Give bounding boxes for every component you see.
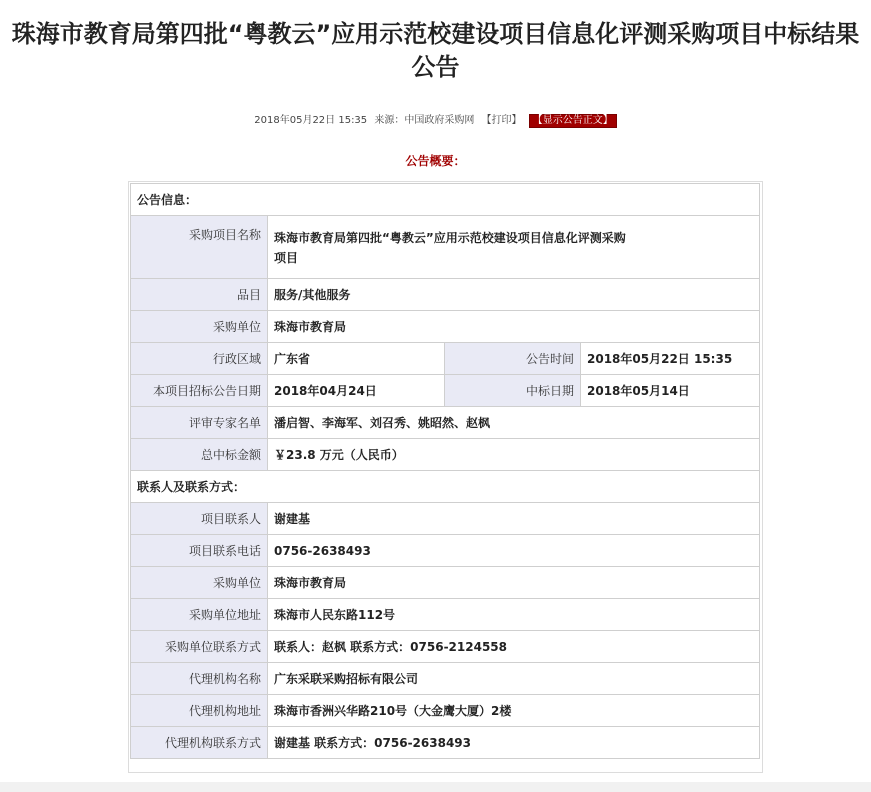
row-label: 评审专家名单 (131, 407, 268, 439)
row-label: 本项目招标公告日期 (131, 375, 268, 407)
buyer-value: 珠海市教育局 (268, 311, 760, 343)
row-label: 采购项目名称 (131, 216, 268, 279)
page-title-line-1: 珠海市教育局第四批“粤教云”应用示范校建设项目信息化评测采购项目中标结果 (11, 20, 860, 48)
experts-value: 潘启智、李海军、刘召秀、姚昭然、赵枫 (268, 407, 760, 439)
category-value: 服务/其他服务 (268, 279, 760, 311)
project-phone-value: 0756-2638493 (268, 535, 760, 567)
table-row (131, 375, 760, 407)
table-row (131, 407, 760, 439)
table-row (131, 695, 760, 727)
table-row (131, 663, 760, 695)
row-label: 行政区域 (131, 343, 268, 375)
notice-summary-table (130, 183, 760, 759)
agency-contact-value: 谢建基 联系方式：0756-2638493 (268, 727, 760, 759)
table-row (131, 567, 760, 599)
award-date-value: 2018年05月14日 (581, 375, 760, 407)
table-row (131, 439, 760, 471)
source-text: 来源：中国政府采购网 (374, 115, 475, 126)
tender-date-value: 2018年04月24日 (268, 375, 445, 407)
row-label: 品目 (131, 279, 268, 311)
row-label: 采购单位 (131, 567, 268, 599)
project-name-value (268, 216, 760, 279)
table-row (131, 599, 760, 631)
table-row (131, 343, 760, 375)
table-row (131, 216, 760, 279)
table-row (131, 631, 760, 663)
contact-buyer-value: 珠海市教育局 (268, 567, 760, 599)
table-row (131, 727, 760, 759)
notice-time-value: 2018年05月22日 15:35 (581, 343, 760, 375)
project-name-line-1: 珠海市教育局第四批“粤教云”应用示范校建设项目信息化评测采购 (274, 231, 626, 245)
row-label: 采购单位 (131, 311, 268, 343)
summary-heading: 公告概要： (405, 154, 466, 168)
row-label: 公告时间 (445, 343, 581, 375)
table-row (131, 184, 760, 216)
show-notice-button[interactable]: 【显示公告正文】 (529, 114, 617, 128)
table-row (131, 471, 760, 503)
section-header-contact: 联系人及联系方式： (131, 471, 760, 503)
row-label: 项目联系人 (131, 503, 268, 535)
amount-value: ￥23.8 万元（人民币） (268, 439, 760, 471)
table-row (131, 535, 760, 567)
print-link[interactable]: 【打印】 (481, 115, 522, 126)
row-label: 总中标金额 (131, 439, 268, 471)
publish-datetime: 2018年05月22日 15:35 (254, 115, 368, 126)
section-header-info: 公告信息： (131, 184, 760, 216)
table-row (131, 279, 760, 311)
page-title-line-2: 公告 (411, 53, 460, 81)
row-label: 中标日期 (445, 375, 581, 407)
agency-name-value: 广东采联采购招标有限公司 (268, 663, 760, 695)
row-label: 代理机构地址 (131, 695, 268, 727)
row-label: 代理机构名称 (131, 663, 268, 695)
table-row (131, 311, 760, 343)
row-label: 采购单位地址 (131, 599, 268, 631)
buyer-contact-value: 联系人：赵枫 联系方式：0756-2124558 (268, 631, 760, 663)
project-contact-value: 谢建基 (268, 503, 760, 535)
row-label: 代理机构联系方式 (131, 727, 268, 759)
table-row (131, 503, 760, 535)
row-label: 采购单位联系方式 (131, 631, 268, 663)
buyer-address-value: 珠海市人民东路112号 (268, 599, 760, 631)
row-label: 项目联系电话 (131, 535, 268, 567)
page-title (0, 18, 871, 84)
meta-bar (0, 111, 871, 128)
project-name-line-2: 项目 (274, 251, 299, 265)
agency-address-value: 珠海市香洲兴华路210号（大金鹰大厦）2楼 (268, 695, 760, 727)
page-bottom-band (0, 782, 871, 792)
region-value: 广东省 (268, 343, 445, 375)
